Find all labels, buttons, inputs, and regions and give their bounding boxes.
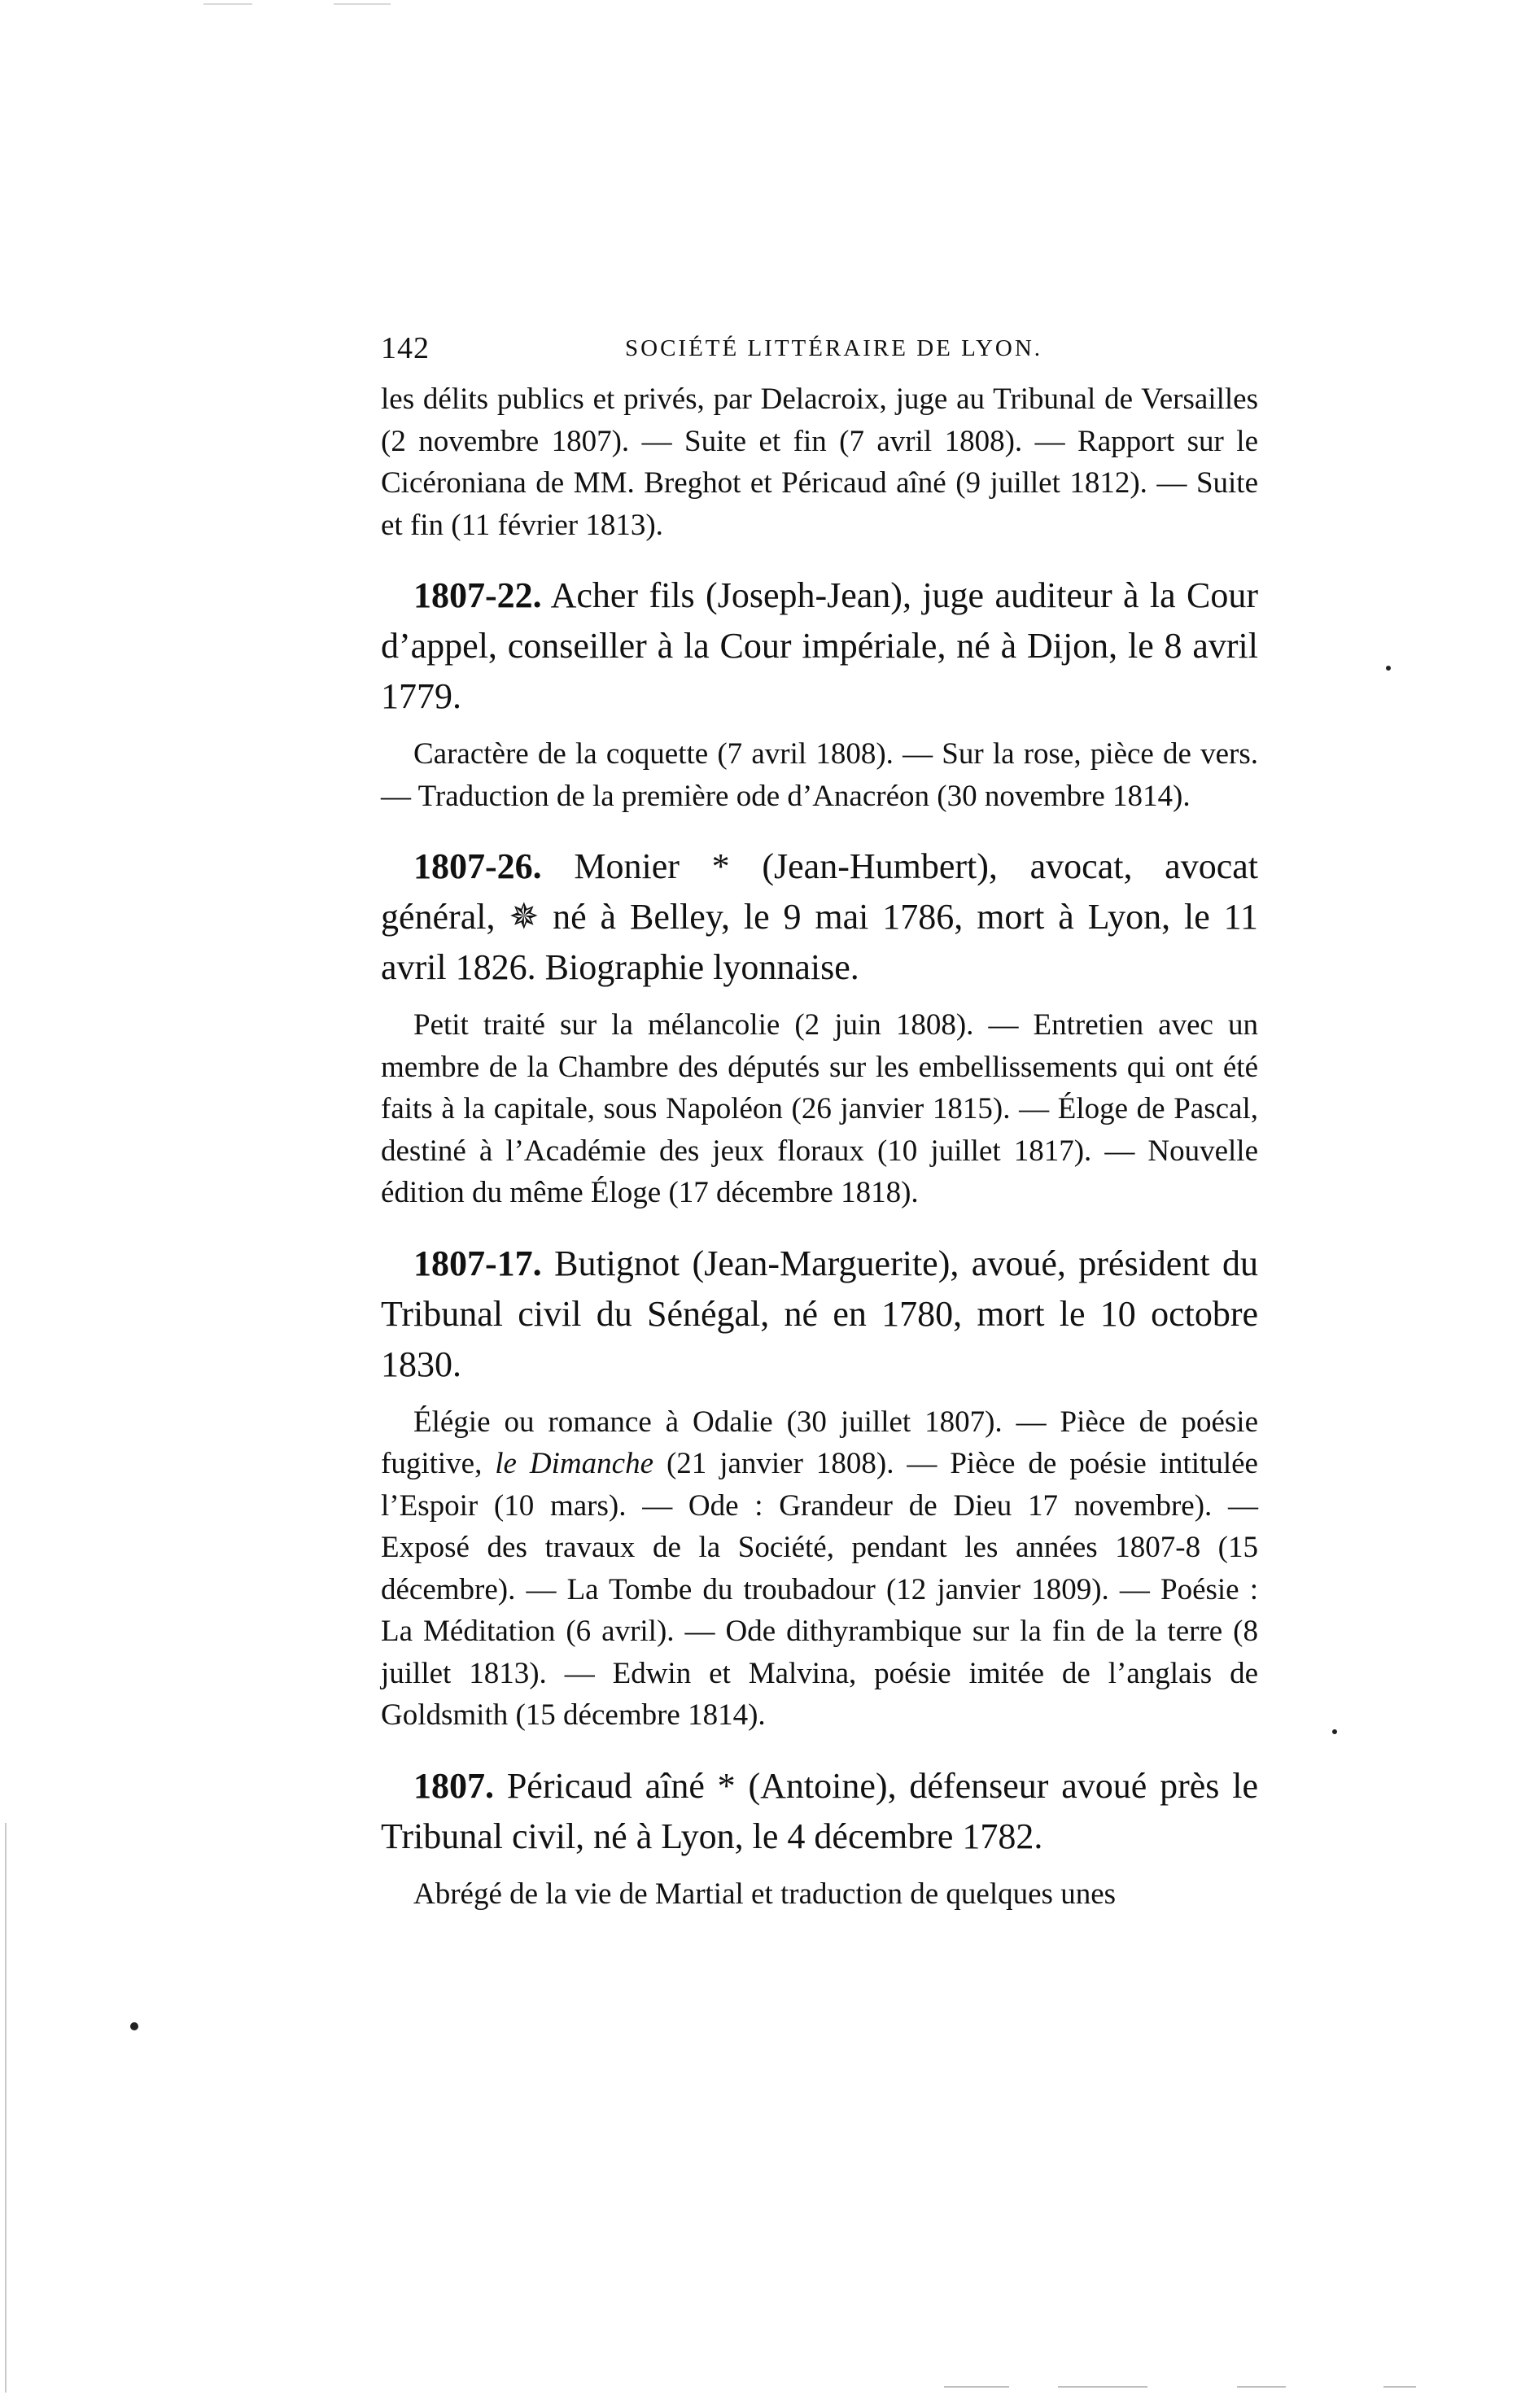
- entry-id: 1807.: [413, 1765, 494, 1806]
- works-text: Élégie ou romance à Odalie (30 juillet 1807). — Pièce de poésie fugitive,: [381, 1405, 1258, 1480]
- scan-artifact: [1383, 2386, 1416, 2388]
- continued-paragraph: les délits publics et privés, par Delacroix, juge au Tribunal de Versailles (2 novembre 1807). — Suite et fin (7 avril 1808). — Rapport sur le Cicéroniana de MM. Breghot et Péricaud aîné (9 juillet 1812). — Suite et fin (11 février 1813).: [381, 382, 1258, 542]
- works-list: Petit traité sur la mélancolie (2 juin 1808). — Entretien avec un membre de la Chambre des députés sur les embellissements qui ont été faits à la capitale, sous Napoléon (26 janvier 1815). — Éloge de Pascal, destiné à l’Académie des jeux floraux (10 juillet 1817). — Nouvelle édition du même Éloge (17 décembre 1818).: [381, 1008, 1258, 1209]
- works-list: [381, 1401, 1258, 1737]
- member-entry: [381, 570, 1258, 722]
- scan-artifact: [1237, 2386, 1286, 2388]
- scan-speck: [1332, 1729, 1337, 1734]
- member-entry: [381, 1239, 1258, 1390]
- scan-artifact: [334, 3, 391, 5]
- works-title-italic: le Dimanche: [495, 1447, 653, 1480]
- page-body: [381, 378, 1258, 1915]
- works-text: (21 janvier 1808). — Pièce de poésie intitulée l’Espoir (10 mars). — Ode : Grandeur de Dieu 17 novembre). — Exposé des travaux de la Société, pendant les années 1807-8 (15 décembre). — La Tombe du troubadour (12 janvier 1809). — Poésie : La Méditation (6 avril). — Ode dithyrambique sur la fin de la terre (8 juillet 1813). — Edwin et Malvina, poésie imitée de l’anglais de Goldsmith (15 décembre 1814).: [381, 1447, 1258, 1732]
- page-header: [381, 330, 1258, 371]
- member-entry: [381, 1761, 1258, 1862]
- entry-text: Acher fils (Joseph-Jean), juge auditeur à la Cour d’appel, conseiller à la Cour impériale, né à Dijon, le 8 avril 1779.: [381, 575, 1258, 716]
- entry-text: Monier * (Jean-Humbert), avocat, avocat général, ✵ né à Belley, le 9 mai 1786, mort à Lyon, le 11 avril 1826. Biographie lyonnaise.: [381, 846, 1258, 987]
- running-head: SOCIÉTÉ LITTÉRAIRE DE LYON.: [625, 335, 1043, 361]
- entry-id: 1807-17.: [413, 1243, 542, 1283]
- entry-text: Butignot (Jean-Marguerite), avoué, président du Tribunal civil du Sénégal, né en 1780, mort le 10 octobre 1830.: [381, 1243, 1258, 1384]
- entry-id: 1807-22.: [413, 575, 542, 615]
- works-list: Abrégé de la vie de Martial et traduction de quelques unes: [413, 1877, 1117, 1911]
- scan-speck: [1386, 666, 1391, 671]
- scan-artifact: [1058, 2386, 1147, 2388]
- scan-edge-line: [5, 1823, 7, 2393]
- scan-speck: [130, 2022, 138, 2030]
- scan-artifact: [944, 2386, 1009, 2388]
- works-list: Caractère de la coquette (7 avril 1808). — Sur la rose, pièce de vers. — Traduction de la première ode d’Anacréon (30 novembre 1814).: [381, 737, 1258, 813]
- entry-id: 1807-26.: [413, 846, 542, 886]
- entry-text: Péricaud aîné * (Antoine), défenseur avoué près le Tribunal civil, né à Lyon, le 4 décembre 1782.: [381, 1765, 1258, 1856]
- scan-artifact: [203, 3, 252, 5]
- page-number: 142: [381, 331, 430, 365]
- member-entry: [381, 841, 1258, 993]
